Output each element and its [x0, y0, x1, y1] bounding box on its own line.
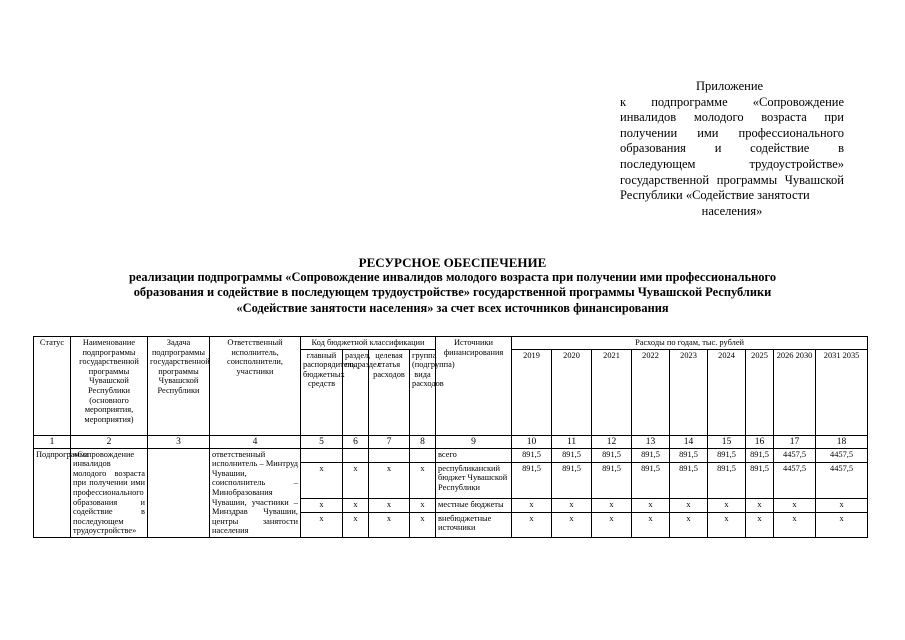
value-cell: 891,5 — [632, 448, 670, 462]
value-cell: x — [592, 498, 632, 512]
column-number: 14 — [670, 435, 708, 448]
header-budget-code: Код бюджетной классификации — [301, 337, 436, 350]
funding-source: внебюджетные источники — [436, 512, 512, 537]
value-cell: x — [512, 498, 552, 512]
code-cell: x — [343, 512, 369, 537]
code-cell: x — [301, 498, 343, 512]
resource-table — [33, 336, 868, 538]
value-cell: x — [552, 498, 592, 512]
code-cell: x — [343, 498, 369, 512]
subtitle-line-1: реализации подпрограммы «Сопровождение инвалидов молодого возраста при получении ими профессионального — [128, 270, 777, 284]
value-cell: 891,5 — [670, 448, 708, 462]
header-expense-group: группа (подгруппа) вида расходов — [410, 349, 436, 435]
column-number: 10 — [512, 435, 552, 448]
column-number: 4 — [210, 435, 301, 448]
header-row-1 — [34, 337, 868, 350]
column-number: 6 — [343, 435, 369, 448]
appendix-last-line: населения» — [701, 203, 763, 218]
header-responsible: Ответственный исполнитель, соисполнители, участники — [210, 337, 301, 436]
column-number: 2 — [71, 435, 148, 448]
code-cell — [410, 448, 436, 462]
value-cell: 891,5 — [746, 462, 774, 498]
header-gr-admin: главный распорядитель бюджетных средств — [301, 349, 343, 435]
appendix-body: к подпрограмме «Сопровождение инвалидов молодого возраста при получении ими профессионального образования и содействие в последующем трудоустройстве» государственной программы Чувашской Республики «Содействие занятости — [620, 94, 844, 203]
header-target-item: целевая статья расходов — [369, 349, 410, 435]
row-responsible: ответственный исполнитель – Минтруд Чувашии, соисполнитель – Минобразования Чувашии, участники – Минздрав Чувашии, центры занятости населения — [210, 448, 301, 537]
code-cell: x — [369, 462, 410, 498]
column-number: 13 — [632, 435, 670, 448]
column-number: 16 — [746, 435, 774, 448]
header-name: Наименование подпрограммы государственной программы Чувашской Республики (основного мероприятия, мероприятия) — [71, 337, 148, 436]
funding-source: местные бюджеты — [436, 498, 512, 512]
header-year: 2019 — [512, 349, 552, 435]
document-subtitle — [60, 270, 845, 316]
row-status: Подпрограмма — [34, 448, 71, 537]
value-cell: x — [746, 498, 774, 512]
value-cell: 4457,5 — [774, 462, 816, 498]
value-cell: x — [632, 512, 670, 537]
value-cell: x — [632, 498, 670, 512]
subtitle-line-2: образования и содействие в последующем трудоустройстве» государственной программы Чувашской Республики — [133, 285, 772, 300]
value-cell: x — [774, 498, 816, 512]
column-number: 18 — [816, 435, 868, 448]
header-year: 2022 — [632, 349, 670, 435]
appendix-block — [620, 79, 844, 219]
column-number: 8 — [410, 435, 436, 448]
header-year: 2021 — [592, 349, 632, 435]
value-cell: 891,5 — [708, 462, 746, 498]
code-cell: x — [301, 512, 343, 537]
value-cell: x — [708, 498, 746, 512]
funding-source: всего — [436, 448, 512, 462]
column-number: 7 — [369, 435, 410, 448]
value-cell: 891,5 — [592, 462, 632, 498]
header-task: Задача подпрограммы государственной программы Чувашской Республики — [148, 337, 210, 436]
code-cell: x — [369, 512, 410, 537]
code-cell: x — [369, 498, 410, 512]
value-cell: 891,5 — [552, 448, 592, 462]
value-cell: x — [774, 512, 816, 537]
column-number: 3 — [148, 435, 210, 448]
header-year: 2023 — [670, 349, 708, 435]
column-number: 12 — [592, 435, 632, 448]
header-section: раздел, подраздел — [343, 349, 369, 435]
code-cell — [301, 448, 343, 462]
value-cell: 891,5 — [632, 462, 670, 498]
column-number: 17 — [774, 435, 816, 448]
document-title: РЕСУРСНОЕ ОБЕСПЕЧЕНИЕ — [358, 255, 547, 270]
subtitle-line-3: «Содействие занятости населения» за счет всех источников финансирования — [236, 300, 669, 315]
header-expenses: Расходы по годам, тыс. рублей — [512, 337, 868, 350]
header-year: 2020 — [552, 349, 592, 435]
value-cell: x — [670, 498, 708, 512]
column-number: 5 — [301, 435, 343, 448]
funding-source: республиканский бюджет Чувашской Республики — [436, 462, 512, 498]
header-status: Статус — [34, 337, 71, 436]
appendix-heading: Приложение — [696, 79, 764, 93]
header-sources: Источники финансирования — [436, 337, 512, 436]
value-cell: 891,5 — [708, 448, 746, 462]
code-cell — [343, 448, 369, 462]
value-cell: 891,5 — [512, 462, 552, 498]
value-cell: 4457,5 — [816, 462, 868, 498]
value-cell: 891,5 — [670, 462, 708, 498]
code-cell: x — [410, 462, 436, 498]
value-cell: 891,5 — [512, 448, 552, 462]
column-number-row — [34, 435, 868, 448]
column-number: 9 — [436, 435, 512, 448]
table-row — [34, 448, 868, 462]
value-cell: 4457,5 — [816, 448, 868, 462]
column-number: 1 — [34, 435, 71, 448]
value-cell: 4457,5 — [774, 448, 816, 462]
value-cell: x — [670, 512, 708, 537]
value-cell: 891,5 — [592, 448, 632, 462]
value-cell: x — [552, 512, 592, 537]
column-number: 11 — [552, 435, 592, 448]
value-cell: 891,5 — [552, 462, 592, 498]
code-cell: x — [343, 462, 369, 498]
column-number: 15 — [708, 435, 746, 448]
value-cell: x — [816, 512, 868, 537]
value-cell: x — [512, 512, 552, 537]
header-year: 2025 — [746, 349, 774, 435]
header-year: 2026 2030 — [774, 349, 816, 435]
code-cell: x — [410, 498, 436, 512]
code-cell: x — [301, 462, 343, 498]
code-cell: x — [410, 512, 436, 537]
header-year: 2024 — [708, 349, 746, 435]
header-year: 2031 2035 — [816, 349, 868, 435]
row-name: «Сопровождение инвалидов молодого возраста при получении ими профессионального образования и содействие в последующем трудоустройстве» — [71, 448, 148, 537]
value-cell: x — [708, 512, 746, 537]
value-cell: x — [592, 512, 632, 537]
value-cell: x — [746, 512, 774, 537]
value-cell: x — [816, 498, 868, 512]
code-cell — [369, 448, 410, 462]
value-cell: 891,5 — [746, 448, 774, 462]
row-task — [148, 448, 210, 537]
